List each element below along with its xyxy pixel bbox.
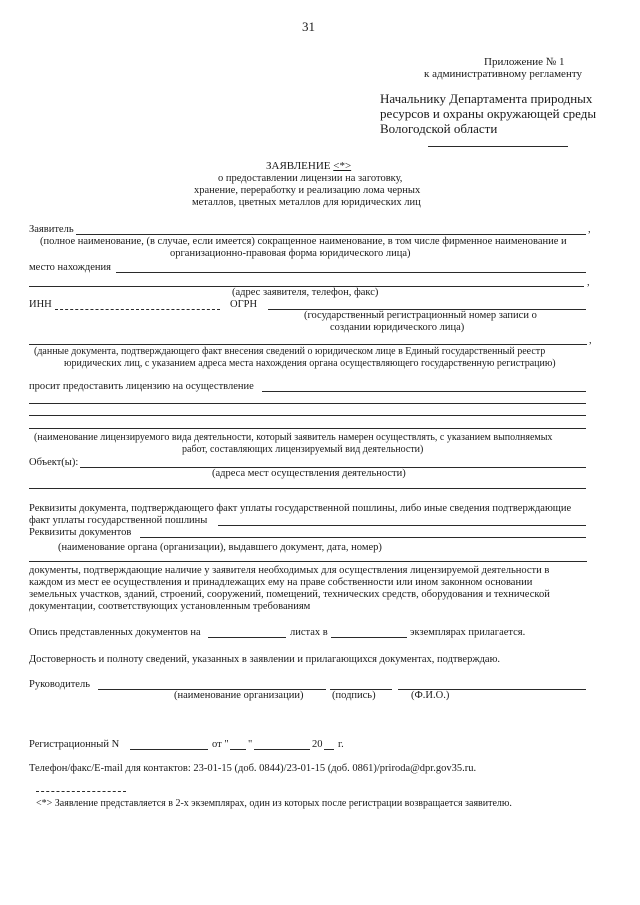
addressee-underline	[428, 146, 568, 147]
inventory-copies-field[interactable]	[331, 637, 407, 638]
objects-hint: (адреса мест осуществления деятельности)	[212, 468, 406, 479]
inventory-text-a: Опись представленных документов на	[29, 627, 201, 638]
reg-number-field[interactable]	[130, 749, 208, 750]
inventory-sheets-field[interactable]	[208, 637, 286, 638]
location-label: место нахождения	[29, 262, 111, 273]
premises-line-4: документации, соответствующих установленным требованиям	[29, 601, 311, 612]
registry-hint-2: юридических лиц, с указанием адреса места нахождения органа осуществляющего государственную регистрацию)	[64, 358, 556, 369]
ogrn-hint-2: создании юридического лица)	[330, 322, 465, 333]
addressee-line-1: Начальнику Департамента природных	[380, 91, 593, 106]
contacts-line: Телефон/факс/E-mail для контактов: 23-01-15 (доб. 0844)/23-01-15 (доб. 0861)/priroda@dpr.gov35.ru.	[29, 763, 477, 774]
request-label: просит предоставить лицензию на осуществление	[29, 381, 254, 392]
inventory-text-c: экземплярах прилагается.	[410, 627, 526, 638]
premises-line-3: земельных участков, зданий, строений, сооружений, помещений, технических средств, оборудования и технической	[29, 589, 550, 600]
appendix-line-2: к административному регламенту	[424, 68, 582, 80]
request-field-2[interactable]	[29, 403, 586, 404]
registry-comma: ,	[589, 335, 592, 346]
applicant-comma: ,	[588, 224, 591, 235]
footnote-marker: <*>	[333, 160, 352, 172]
footnote-text: <*> Заявление представляется в 2-х экземплярах, один из которых после регистрации возвращается заявителю.	[36, 798, 512, 809]
sig-org-hint: (наименование организации)	[174, 690, 304, 701]
head-label: Руководитель	[29, 679, 90, 690]
document-title: ЗАЯВЛЕНИЕ <*>	[266, 160, 352, 172]
ogrn-hint-1: (государственный регистрационный номер записи о	[304, 310, 537, 321]
registry-field[interactable]	[29, 344, 587, 345]
premises-line-1: документы, подтверждающие наличие у заявителя необходимых для осуществления лицензируемой деятельности в	[29, 565, 550, 576]
applicant-hint-1: (полное наименование, (в случае, если имеется) сокращенное наименование, в том числе фирменное наименование и	[40, 236, 567, 247]
objects-field-2[interactable]	[29, 488, 586, 489]
activity-hint-2: работ, составляющих лицензируемый вид деятельности)	[182, 444, 424, 455]
title-line-2: хранение, переработку и реализацию лома черных	[194, 185, 421, 196]
inventory-text-b: листах в	[290, 627, 328, 638]
premises-field[interactable]	[29, 561, 587, 562]
ogrn-label: ОГРН	[230, 299, 258, 310]
footnote-separator	[36, 791, 126, 792]
title-line-3: металлов, цветных металлов для юридических лиц	[192, 197, 421, 208]
sig-sign-hint: (подпись)	[332, 690, 376, 701]
fee-field[interactable]	[218, 525, 586, 526]
location-field[interactable]	[116, 272, 586, 273]
reg-month-field[interactable]	[254, 749, 310, 750]
reg-year-prefix: 20	[312, 739, 323, 750]
appendix-line-1: Приложение № 1	[484, 56, 565, 68]
address-hint: (адрес заявителя, телефон, факс)	[232, 287, 379, 298]
reg-from: от "	[212, 739, 229, 750]
fee-line-1: Реквизиты документа, подтверждающего факт уплаты государственной пошлины, либо иные сведения подтверждающие	[29, 503, 572, 514]
request-field-4[interactable]	[29, 428, 586, 429]
page-number: 31	[302, 19, 315, 34]
addressee-line-2: ресурсов и охраны окружающей среды	[380, 106, 597, 121]
objects-label: Объект(ы):	[29, 457, 79, 468]
docs-hint: (наименование органа (организации), выдавшего документ, дата, номер)	[58, 542, 382, 553]
premises-line-2: каждом из мест ее осуществления и принадлежащих ему на праве собственности или ином законном основании	[29, 577, 533, 588]
addressee-line-3: Вологодской области	[380, 121, 498, 136]
applicant-field[interactable]	[76, 234, 586, 235]
confirmation-text: Достоверность и полноту сведений, указанных в заявлении и прилагающихся документах, подтверждаю.	[29, 654, 501, 665]
reg-quote: "	[248, 739, 253, 750]
registry-hint-1: (данные документа, подтверждающего факт внесения сведений о юридическом лице в Единый государственный реестр	[34, 346, 546, 357]
activity-hint-1: (наименование лицензируемого вида деятельности, который заявитель намерен осуществлять, с указанием выполняемых	[34, 432, 553, 443]
sig-fio-hint: (Ф.И.О.)	[411, 690, 450, 701]
docs-field[interactable]	[140, 537, 586, 538]
reg-year-field[interactable]	[324, 749, 334, 750]
inn-label: ИНН	[29, 299, 52, 310]
inn-field[interactable]	[55, 309, 220, 310]
docs-label: Реквизиты документов	[29, 527, 132, 538]
request-field[interactable]	[262, 391, 586, 392]
applicant-hint-2: организационно-правовая форма юридического лица)	[170, 248, 411, 259]
title-line-1: о предоставлении лицензии на заготовку,	[218, 173, 403, 184]
reg-year-suffix: г.	[338, 739, 344, 750]
fee-line-2: факт уплаты государственной пошлины	[29, 515, 208, 526]
applicant-label: Заявитель	[29, 224, 74, 235]
request-field-3[interactable]	[29, 415, 586, 416]
reg-label: Регистрационный N	[29, 739, 120, 750]
reg-day-field[interactable]	[230, 749, 246, 750]
location-comma: ,	[587, 277, 590, 288]
